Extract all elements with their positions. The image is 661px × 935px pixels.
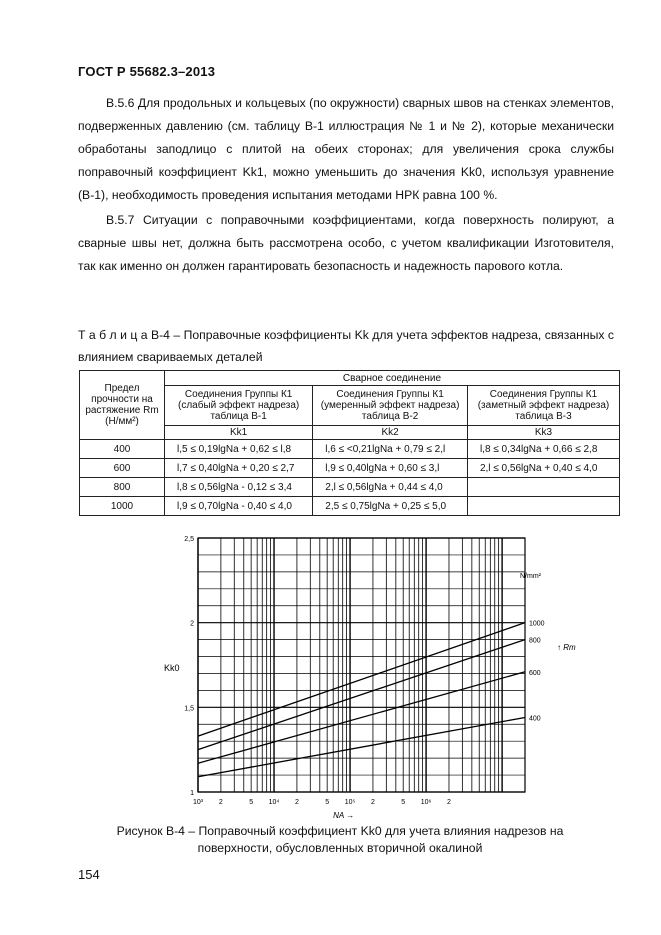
formula-cell: 2,l ≤ 0,56lgNa + 0,44 ≤ 4,0 bbox=[313, 478, 468, 497]
figure-caption-line1: Рисунок В-4 – Поправочный коэффициент Kk0 для учета влияния надрезов на bbox=[116, 824, 564, 838]
formula-cell: l,6 ≤ <0,21lgNa + 0,79 ≤ 2,l bbox=[313, 440, 468, 459]
rm-cell: 1000 bbox=[80, 497, 165, 516]
figure-caption bbox=[100, 823, 580, 857]
series-line bbox=[198, 717, 525, 776]
rm-cell: 400 bbox=[80, 440, 165, 459]
x-tick-label: 2 bbox=[294, 799, 299, 806]
series-line bbox=[198, 672, 525, 763]
y-tick-label: 2,5 bbox=[184, 536, 194, 543]
x-tick-label: 5 bbox=[325, 799, 330, 806]
group-k3-header: Соединения Группы К1 (заметный эффект надреза) таблица В-3 bbox=[467, 386, 619, 426]
rm-header: Предел прочности на растяжение Rm (Н/мм²) bbox=[80, 371, 165, 440]
coefficients-table bbox=[79, 370, 620, 516]
formula-cell: l,5 ≤ 0,19lgNa + 0,62 ≤ l,8 bbox=[165, 440, 313, 459]
formula-cell: 2,l ≤ 0,56lgNa + 0,40 ≤ 4,0 bbox=[467, 459, 619, 478]
y-tick-label: 1 bbox=[190, 790, 194, 797]
formula-cell: l,9 ≤ 0,70lgNa - 0,40 ≤ 4,0 bbox=[165, 497, 313, 516]
x-tick-label: 5 bbox=[401, 799, 406, 806]
paragraph-b57: В.5.7 Ситуации с поправочными коэффициентами, когда поверхность полируют, а сварные швы нет, должна быть рассмотрена особо, с учетом квалификации Изготовителя, так как именно он должен гарантировать безопасность и надежность парового котла. bbox=[78, 213, 614, 273]
x-tick-label: 10⁵ bbox=[344, 799, 356, 806]
body-text bbox=[78, 92, 614, 278]
paragraph-b56: В.5.6 Для продольных и кольцевых (по окружности) сварных швов на стенках элементов, подверженных давлению (см. таблицу В-1 иллюстрация № 1 и № 2), которые механически обработаны заподлицо с плитой на обеих сторонах; для увеличения срока службы поправочный коэффициент Kk1, можно уменьшить до значения Kk0, используя уравнение (В-1), необходимость проведения испытания методами НРК равна 100 %. bbox=[78, 96, 614, 202]
x-axis-label: NA → bbox=[333, 811, 355, 820]
table-row bbox=[80, 478, 620, 497]
formula-cell bbox=[467, 478, 619, 497]
x-tick-label: 2 bbox=[447, 799, 451, 806]
figure-caption-line2: поверхности, обусловленных вторичной окалиной bbox=[197, 841, 483, 855]
x-tick-label: 2 bbox=[370, 799, 375, 806]
formula-cell: l,9 ≤ 0,40lgNa + 0,60 ≤ 3,l bbox=[313, 459, 468, 478]
table-row bbox=[80, 459, 620, 478]
table-row bbox=[80, 440, 620, 459]
formula-cell: l,7 ≤ 0,40lgNa + 0,20 ≤ 2,7 bbox=[165, 459, 313, 478]
page-number: 154 bbox=[78, 867, 100, 882]
formula-cell: l,8 ≤ 0,56lgNa - 0,12 ≤ 3,4 bbox=[165, 478, 313, 497]
x-tick-label: 10⁴ bbox=[268, 799, 280, 806]
formula-cell: l,8 ≤ 0,34lgNa + 0,66 ≤ 2,8 bbox=[467, 440, 619, 459]
series-axis-label: ↑ Rm bbox=[557, 642, 576, 652]
unit-label: N/mm² bbox=[520, 573, 541, 580]
table-caption: Т а б л и ц а В-4 – Поправочные коэффициенты Kk для учета эффектов надреза, связанных с влиянием свариваемых деталей bbox=[78, 328, 614, 364]
group-k1-header: Соединения Группы К1 (слабый эффект надреза) таблица В-1 bbox=[165, 386, 313, 426]
weld-group-header: Сварное соединение bbox=[165, 371, 620, 386]
kk0-chart bbox=[160, 530, 580, 820]
rm-cell: 600 bbox=[80, 459, 165, 478]
coef-k1-header: Kk1 bbox=[165, 426, 313, 440]
coef-k2-header: Kk2 bbox=[313, 426, 468, 440]
x-tick-label: 5 bbox=[249, 799, 254, 806]
y-axis-label: Kk0 bbox=[164, 663, 180, 673]
plot-frame bbox=[198, 538, 525, 792]
series-line bbox=[198, 640, 525, 750]
series-label: 1000 bbox=[529, 620, 545, 628]
y-tick-label: 1,5 bbox=[184, 705, 194, 713]
series-label: 800 bbox=[529, 637, 541, 645]
formula-cell bbox=[467, 497, 619, 516]
formula-cell: 2,5 ≤ 0,75lgNa + 0,25 ≤ 5,0 bbox=[313, 497, 468, 516]
series-label: 600 bbox=[529, 669, 541, 677]
x-tick-label: 2 bbox=[218, 799, 223, 806]
group-k2-header: Соединения Группы К1 (умеренный эффект надреза) таблица В-2 bbox=[313, 386, 468, 426]
x-tick-label: 10³ bbox=[192, 799, 204, 806]
y-tick-label: 2 bbox=[190, 620, 194, 628]
coef-k3-header: Kk3 bbox=[467, 426, 619, 440]
document-header: ГОСТ Р 55682.3–2013 bbox=[78, 64, 216, 79]
table-row bbox=[80, 497, 620, 516]
series-label: 400 bbox=[529, 715, 541, 723]
rm-cell: 800 bbox=[80, 478, 165, 497]
x-tick-label: 10⁶ bbox=[420, 799, 432, 806]
